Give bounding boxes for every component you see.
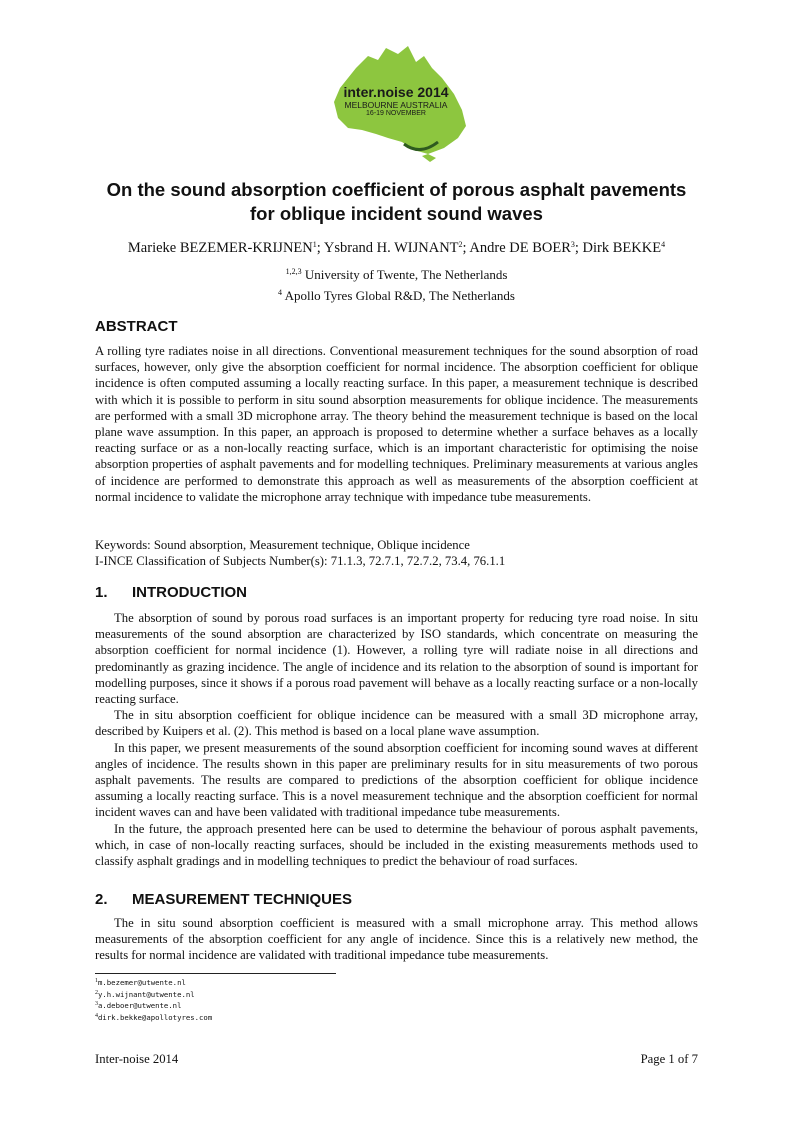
author-name: Marieke BEZEMER-KRIJNEN xyxy=(127,240,313,256)
footnote xyxy=(95,989,212,1001)
conference-logo xyxy=(316,38,476,170)
introduction-body xyxy=(95,610,698,869)
section-title: INTRODUCTION xyxy=(132,584,247,601)
author-list xyxy=(60,238,733,258)
paragraph: In the future, the approach presented here can be used to determine the behaviour of porous asphalt pavements, which, in case of non-locally reacting surfaces, should be included in the existing measurements methods used to classify asphalt gradings and in modelling techniques to predict the behaviour of road surfaces. xyxy=(95,821,698,869)
logo-line1: inter.noise 2014 xyxy=(343,84,449,100)
author-name: Andre DE BOER xyxy=(469,240,571,256)
paragraph: The absorption of sound by porous road surfaces is an important property for reducing tyre road noise. In situ measurements of the sound absorption are characterized by ISO standards, which concentrate on measuring the absorption coefficient for normal incidence (1). However, a rolling tyre will radiate noise in all directions and predominantly as grazing incidence. The angle of incidence and its relation to the absorption of sound is important for modelling purposes, since it shows if a porous road pavement will behave as a locally reacting surface or a non-locally reacting surface. xyxy=(95,611,698,707)
section-heading-introduction xyxy=(95,584,247,602)
footer-page-number: Page 1 of 7 xyxy=(640,1052,698,1066)
section-number: 2. xyxy=(95,891,108,908)
abstract-paragraph: A rolling tyre radiates noise in all directions. Conventional measurement techniques for the sound absorption of road surfaces, however, only give the absorption coefficient for normal incidence. The absorption coefficient for oblique incidence is often computed assuming a locally reacting surface. In this paper, a measurement technique is described with which it is possible to perform in situ sound absorption measurements for oblique incidence. The measurements are performed with a small 3D microphone array. The theory behind the measurement technique is based on the local plane wave assumption. In this paper, an approach is proposed to determine whether a surface behaves as a locally reacting surface or as a non-locally reacting surface, which is an important characteristic for optimising the noise absorption properties of asphalt pavements and for modelling techniques. Preliminary measurements at various angles of incidence are performed to demonstrate this approach as well as measurements of the absorption coefficient at normal incidence to validate the microphone array technique with impedance tube measurements. xyxy=(95,344,698,504)
paper-title-line2: for oblique incident sound waves xyxy=(250,203,543,224)
paragraph: The in situ absorption coefficient for oblique incidence can be measured with a small 3D microphone array, described by Kuipers et al. (2). This method is based on a local plane wave assumption. xyxy=(95,708,698,739)
footnote-email-link[interactable]: y.h.wijnant@utwente.nl xyxy=(98,989,195,999)
author-separator: ; xyxy=(316,240,324,256)
paper-title-line1: On the sound absorption coefficient of porous asphalt pavements xyxy=(106,179,687,200)
paragraph: In this paper, we present measurements of the sound absorption coefficient for incoming sound waves at different angles of incidence. The results shown in this paper are preliminary results for in situ measurements of two porous asphalt pavements. The results are compared to predictions of the absorption coefficient for oblique incidence assuming a locally reacting surface. This is a novel measurement technique and the absorption coefficient for normal incident waves can and have been validated with traditional impedance tube measurements. xyxy=(95,740,698,820)
keywords-line: Keywords: Sound absorption, Measurement technique, Oblique incidence xyxy=(95,538,470,552)
author-separator: ; xyxy=(462,240,470,256)
measurement-body xyxy=(95,915,698,964)
author-sup: 4 xyxy=(661,240,666,249)
footnote-email-link[interactable]: m.bezemer@utwente.nl xyxy=(98,978,186,987)
author-sup: 1 xyxy=(312,240,317,249)
section-heading-measurement-techniques xyxy=(95,891,352,909)
abstract-body xyxy=(95,343,698,505)
footnote-sup: 1 xyxy=(95,978,98,984)
author-separator: ; xyxy=(574,240,583,256)
section-title: MEASUREMENT TECHNIQUES xyxy=(132,891,353,908)
author-sup: 2 xyxy=(458,240,463,249)
affiliation-text: University of Twente, The Netherlands xyxy=(304,267,508,282)
footnote-email-link[interactable]: a.deboer@utwente.nl xyxy=(98,1001,182,1010)
affiliation-sup: 1,2,3 xyxy=(285,267,302,276)
author-name: Dirk BEKKE xyxy=(582,240,662,256)
affiliation-text: Apollo Tyres Global R&D, The Netherlands xyxy=(284,288,515,303)
paragraph: The in situ sound absorption coefficient is measured with a small microphone array. This method allows measurements of the absorption coefficient for any angle of incidence. Since this is a relatively new method, the results for normal incidence are validated with traditional impedance tube measurements. xyxy=(95,916,698,963)
footnote-sup: 3 xyxy=(95,1001,98,1007)
keywords-block xyxy=(95,537,698,569)
footnote-sup: 2 xyxy=(95,989,98,996)
tasmania-shape xyxy=(422,154,436,162)
section-number: 1. xyxy=(95,584,108,601)
author-sup: 3 xyxy=(570,240,575,249)
footnote-divider xyxy=(95,973,336,974)
logo-line3: 16-19 NOVEMBER xyxy=(366,110,426,117)
footnote xyxy=(95,1012,212,1024)
footnote xyxy=(95,1000,212,1012)
classification-line: I-INCE Classification of Subjects Number(s): 71.1.3, 72.7.1, 72.7.2, 73.4, 76.1.1 xyxy=(95,554,506,569)
footnote-email-link[interactable]: dirk.bekke@apollotyres.com xyxy=(98,1012,213,1022)
affiliation xyxy=(60,267,733,283)
author-name: Ysbrand H. WIJNANT xyxy=(323,240,459,256)
footer-conference-name: Inter-noise 2014 xyxy=(95,1052,179,1066)
affiliation-sup: 4 xyxy=(278,288,283,297)
affiliation xyxy=(60,288,733,304)
logo-line2: MELBOURNE AUSTRALIA xyxy=(344,100,448,110)
footnote-sup: 4 xyxy=(95,1012,98,1019)
footnotes xyxy=(95,977,212,1023)
footnote xyxy=(95,977,212,989)
abstract-heading: ABSTRACT xyxy=(95,318,178,335)
